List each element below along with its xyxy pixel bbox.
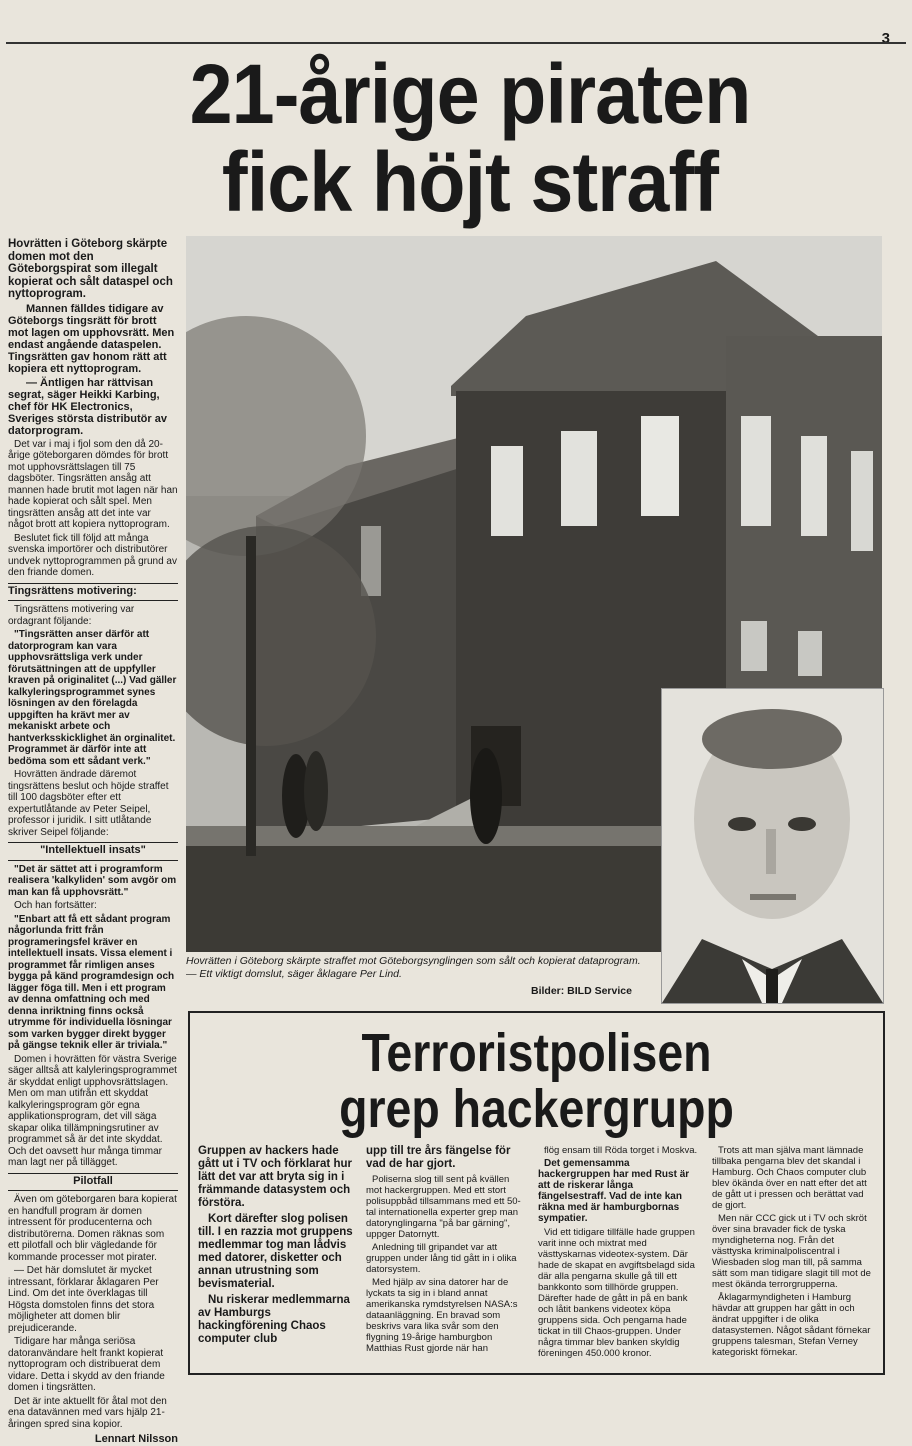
quote-paragraph: "Det är sättet att i programform realisera 'kalkyliden' som avgör om man kan få upphovsrätt." <box>8 863 177 898</box>
per-lind-portrait <box>661 688 884 1004</box>
body-paragraph: Poliserna slog till sent på kvällen mot hackergruppen. Med ett stort polisuppbåd tillsammans med ett 50-tal internationella experter grep man datorynglingarna "på bar gärning", uppger Datornytt. <box>366 1174 521 1240</box>
story2-column-4 <box>712 1145 874 1360</box>
caption-line-2: — Ett viktigt domslut, säger åklagare Per Lind. <box>186 968 402 980</box>
caption-line-1: Hovrätten i Göteborg skärpte straffet mot Göteborgsynglingen som sålt och kopierat dataprogram. <box>186 955 641 967</box>
story2-column-1 <box>198 1145 353 1349</box>
subheading-pilotfall: Pilotfall <box>8 1173 178 1192</box>
story2-headline <box>239 1025 835 1137</box>
portrait-illustration <box>662 689 883 1003</box>
story2-col3-lead: Det gemensamma hackergruppen har med Rust är att de riskerar långa fängelsestraff. Vad de inte kan räkna med är hamburgbornas sympatier. <box>538 1158 690 1224</box>
body-paragraph: Med hjälp av sina datorer har de lyckats ta sig in i bland annat amerikanska rymdstyrelsen NASA:s dataanläggning. En bravad som beskrivs vara lika svår som den flygning 19-årige hamburgbon Matthias Rust gjorde när han <box>366 1277 518 1354</box>
body-paragraph: Men när CCC gick ut i TV och skröt över sina bravader fick de tyska myndigheterna nog. Från det västtyska kriminalpoliscentral i Wiesbaden slog man till, på samma sätt som man tidigare slagit till mot de mest ökända terrorgrupperna. <box>712 1213 871 1290</box>
body-paragraph: Hovrätten ändrade däremot tingsrättens beslut och höjde straffet till 100 dagsböter efter ett expertutlåtande av Peter Seipel, professor i juridik. I sitt utlåtande skriver Seipel följande: <box>8 769 169 838</box>
body-paragraph: — Det här domslutet är mycket intressant, förklarar åklagaren Per Lind. Om det inte överklagas till Högsta domstolen finns det stora möjligheter att domen blir prejudicerande. <box>8 1265 159 1334</box>
lead-paragraph-3: — Äntligen har rättvisan segrat, säger Heikki Karbing, chef för HK Electronics, Sveriges största distributör av datorprogram. <box>8 376 167 437</box>
lead-paragraph-2: Mannen fälldes tidigare av Göteborgs tingsrätt för brott mot lagen om upphovsrätt. Men endast angående dataspelen. Tingsrätten gav honom rätt att kopiera ett nyttoprogram. <box>8 302 175 375</box>
left-article-column <box>8 238 178 1446</box>
body-paragraph: flög ensam till Röda torget i Moskva. <box>544 1145 698 1156</box>
quote-paragraph: "Enbart att få ett sådant program någorlunda fritt från programeringsfel kräver en intellektuell insats. Vissa element i programmet får rimligen anses bygga på känd programdesign och lägger föga till. Men i ett program av denna omfattning och med denna inriktning finns också utrymme för individuella lösningar som varken bygger direkt bygger på gängse teknik eller är triviala." <box>8 913 175 1051</box>
quote-paragraph: "Tingsrätten anser därför att datorprogram kan vara upphovsrättsliga verk under förutsättningen att de uppfyller kraven på originalitet (...) Vad gäller kalkyleringsprogrammet synes lösningen av den förelagda uppgiften ha krävt mer av mekaniskt arbete och hantverksskicklighet än orginalitet. Programmet är därför inte att bedöma som ett sådant verk." <box>8 629 177 767</box>
story2-lead: Gruppen av hackers hade gått ut i TV och förklarat hur lätt det var att bryta sig in i främmande datasystem och förstöra. <box>198 1145 352 1209</box>
body-paragraph: Anledning till gripandet var att gruppen under lång tid gått in i olika datorsystem. <box>366 1242 517 1275</box>
body-paragraph: Det är inte aktuellt för åtal mot den ena datavännen med vars hjälp 21-åringen spred sina kopior. <box>8 1395 167 1430</box>
story2-headline-line-2: grep hackergrupp <box>339 1079 734 1139</box>
page-number: 3 <box>881 30 890 47</box>
story2-lead-2: Kort därefter slog polisen till. I en razzia mot gruppens medlemmar tog man lådvis med datorer, disketter och annan utrustning som bevismaterial. <box>198 1213 353 1290</box>
body-paragraph: Tingsrättens motivering var ordagrant följande: <box>8 604 135 627</box>
story2-column-2 <box>366 1145 526 1356</box>
story2-col2-lead: upp till tre års fängelse för vad de har gjort. <box>366 1145 511 1170</box>
headline-line-1: 21-årige piraten <box>189 47 751 141</box>
subheading-intellektuell: "Intellektuell insats" <box>8 842 178 861</box>
body-paragraph: Och han fortsätter: <box>14 900 97 911</box>
body-paragraph: Tidigare har många seriösa datoranvändare helt frankt kopierat nyttoprogram och distribuerat dem vidare. Detta i skydd av den friande domen i tingsrätten. <box>8 1336 165 1393</box>
lead-paragraph: Hovrätten i Göteborg skärpte domen mot den Göteborgspirat som illegalt kopierat och sålt dataspel och nyttoprogram. <box>8 238 173 300</box>
main-headline <box>148 47 792 229</box>
subheading-motivering: Tingsrättens motivering: <box>8 583 178 602</box>
story2-lead-3: Nu riskerar medlemmarna av Hamburgs hackingförening Chaos computer club <box>198 1294 350 1345</box>
headline-line-2: fick höjt straff <box>221 135 719 229</box>
top-rule <box>6 42 906 44</box>
body-paragraph: Åklagarmyndigheten i Hamburg hävdar att gruppen har gått in och ändrat uppgifter i de olika datasystemen. Något sådant förnekar gruppens talesman, Stefan Verney kategoriskt förnekar. <box>712 1292 871 1358</box>
body-paragraph: Domen i hovrätten för västra Sverige säger alltså att kalyleringsprogrammet är skyddat enligt upphovsrättslagen. Men om man utifrån ett skyddat kalkyleringsprogram gör egna applikationsprogram, det vill säga skapar olika tillämpningsrutiner av programmet så är det inte skyddat. Och det oavsett hur många timmar man lagt ner på tillägget. <box>8 1053 177 1168</box>
body-paragraph: Trots att man själva mant lämnade tillbaka pengarna blev det skandal i Hamburg. Och Chaos computer club blev ökända över en natt efter det att de gått ut i pressen och berättat vad de gjort. <box>712 1145 867 1211</box>
body-paragraph: Även om göteborgaren bara kopierat en handfull program är domen intressent för producenterna och distributörerna. Domen räknas som ett pilotfall och blir vägledande för kommande processer mot pirater. <box>8 1194 177 1263</box>
body-paragraph: Det var i maj i fjol som den då 20-årige göteborgaren dömdes för brott mot upphovsrättslagen till 75 dagsböter. Tingsrätten ansåg att mannen hade brutit mot lagen när han hade kopierat och sålt spel. Men tingsrätten ansåg att det inte var något brott att kopiera nyttoprogram. <box>8 438 178 530</box>
body-paragraph: Beslutet fick till följd att många svenska importörer och distributörer undvek nyttoprogrammen på grund av den friande domen. <box>8 532 177 578</box>
story2-headline-line-1: Terroristpolisen <box>361 1023 712 1083</box>
byline: Lennart Nilsson <box>94 1433 178 1445</box>
photo-credit: Bilder: BILD Service <box>531 985 632 997</box>
photo-caption <box>186 955 661 997</box>
body-paragraph: Vid ett tidigare tillfälle hade gruppen varit inne och mixtrat med västtyskarnas videotex-system. Där hade de skapat en avgiftsbelagd sida där alla pengarna skulle gå till ett bankkonto som tillhörde gruppen. Därefter hade de gått in på en bank och låtit bankens videotex köpa gruppens sida. Och pengarna hade tickat in till Chaos-gruppen. Under några timmar blev banken skyldig föreningen 450.000 kronor. <box>538 1227 695 1359</box>
story2-column-3 <box>538 1145 700 1361</box>
hacker-story-box <box>188 1011 885 1375</box>
